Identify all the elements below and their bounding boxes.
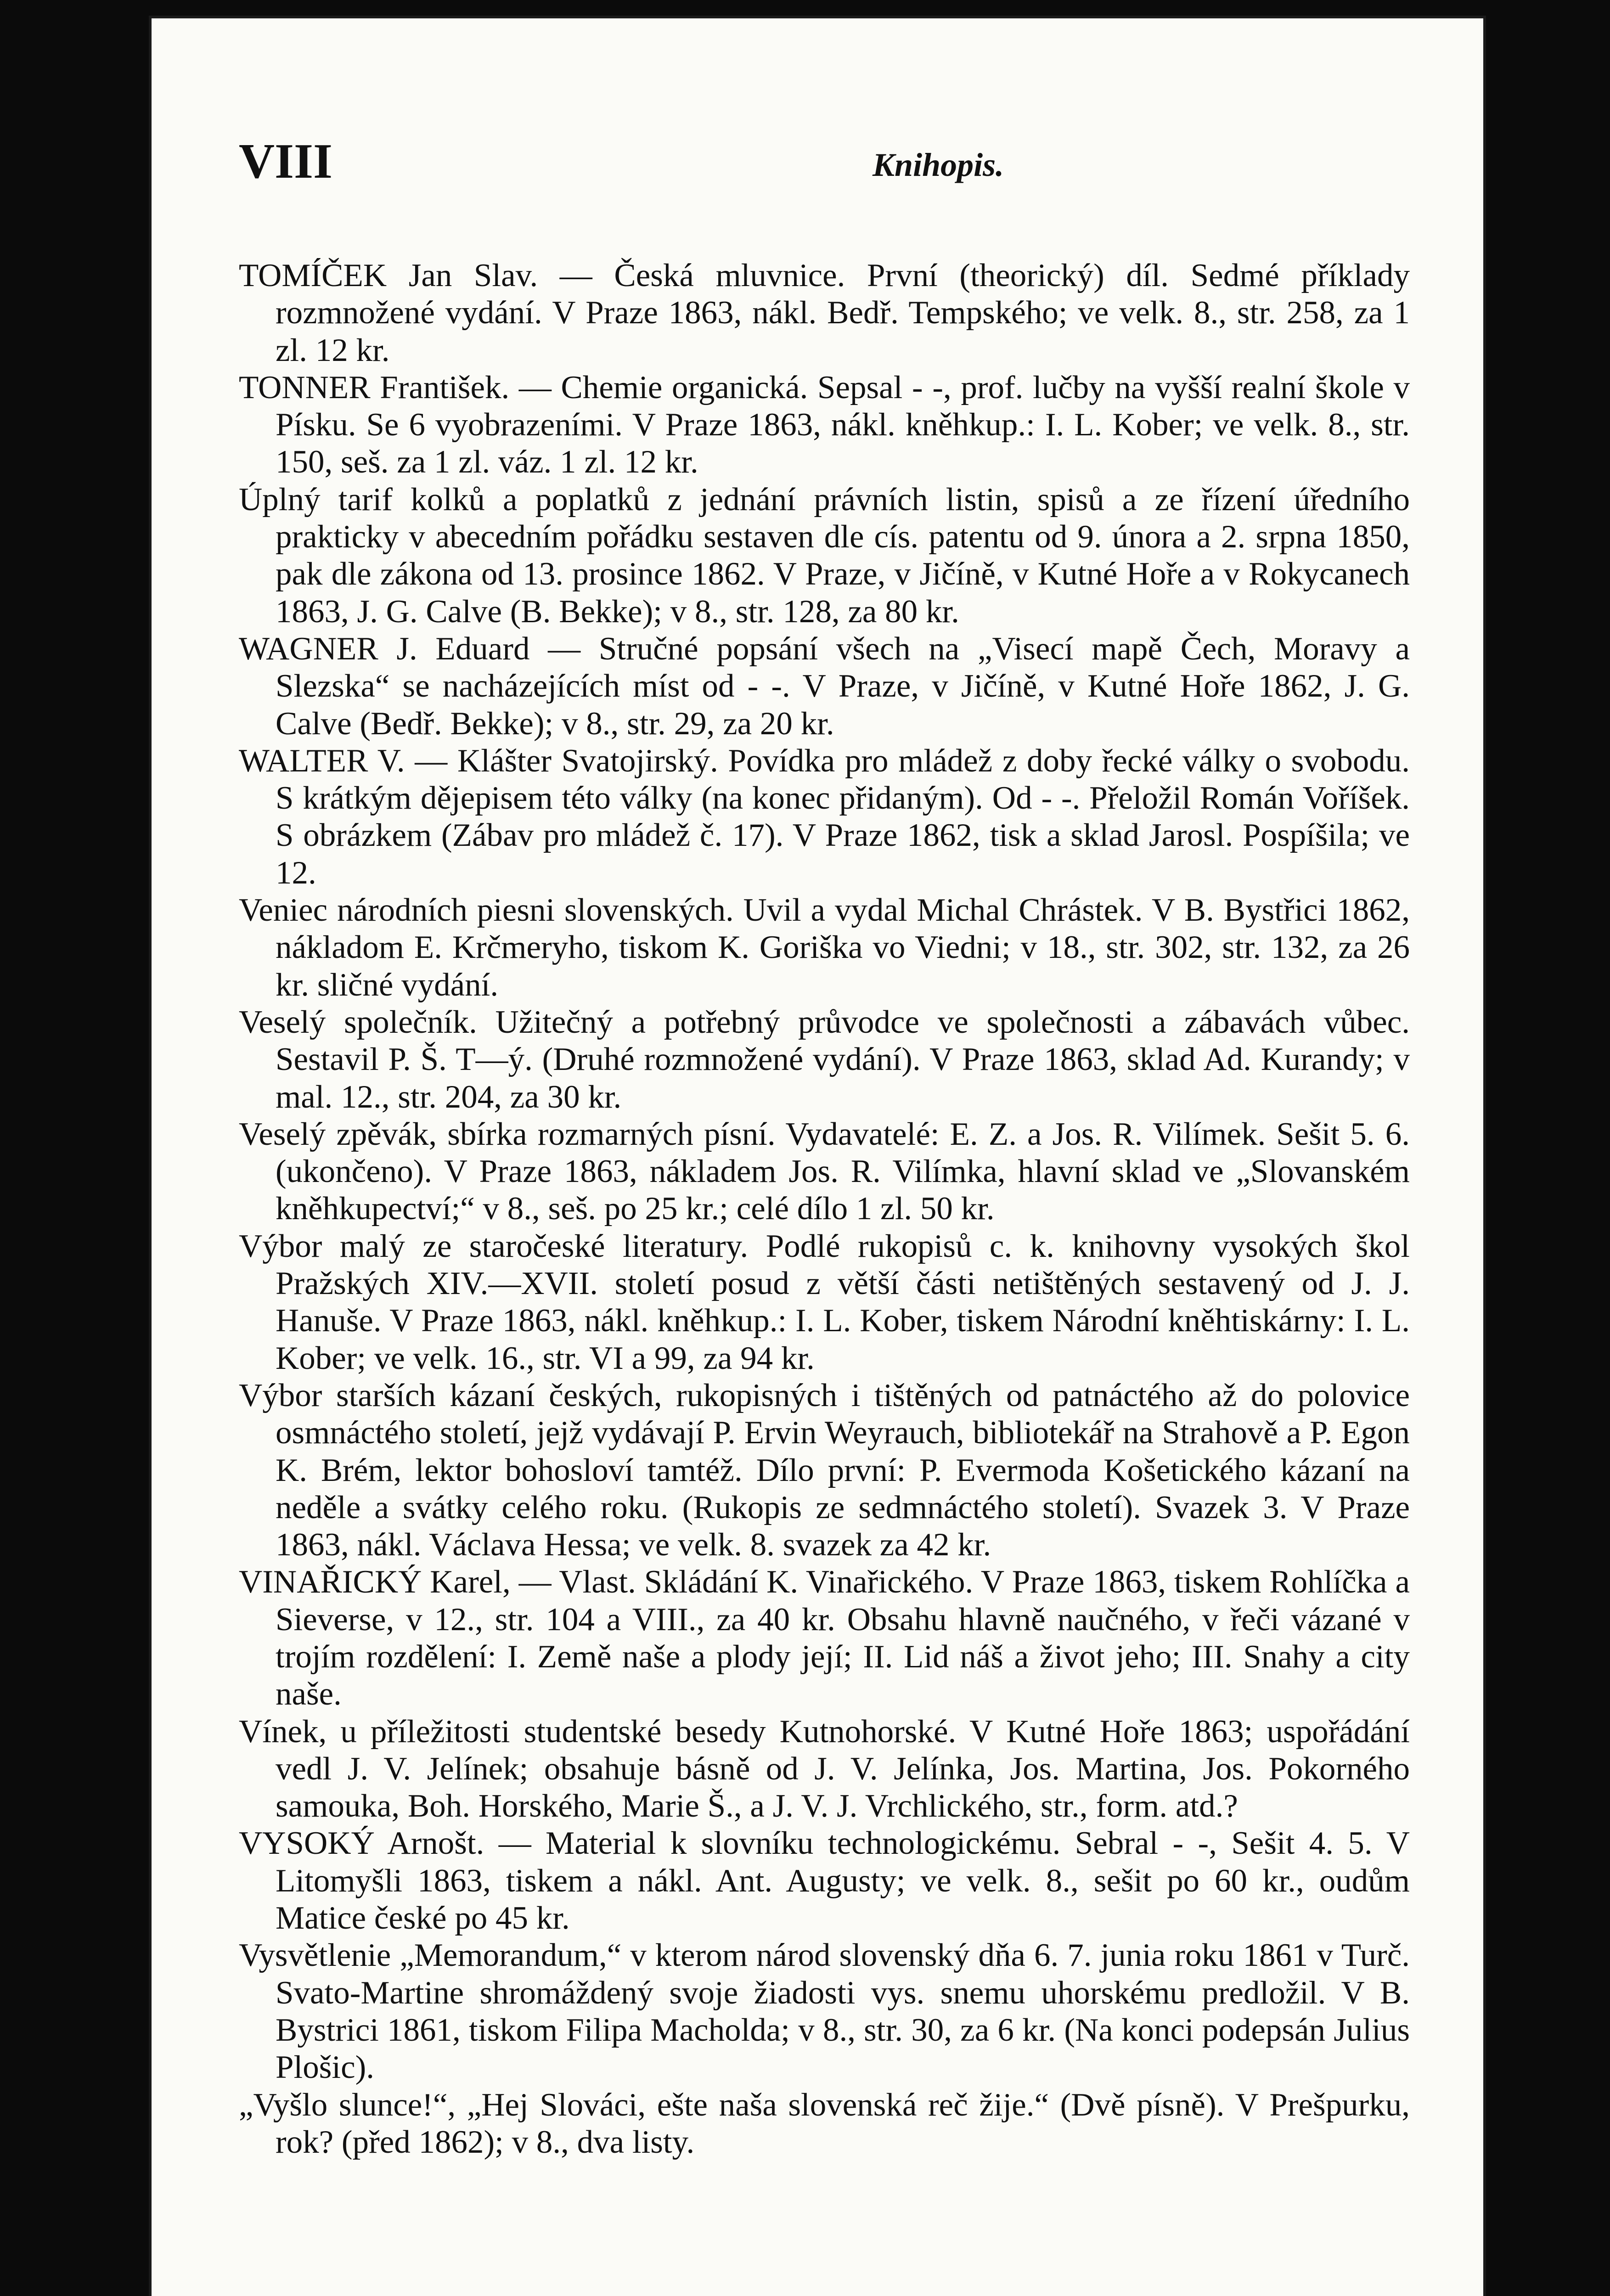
page-number: VIII: [239, 134, 333, 189]
bibliography-entry: Výbor starších kázaní českých, rukopisných i tištěných od patnáctého až do polovice osmnáctého století, jejž vydávají P. Ervin Weyrauch, bibliotekář na Strahově a P. Egon K. Brém, lektor bohosloví tamtéž. Dílo první: P. Evermoda Košetického kázaní na neděle a svátky celého roku. (Rukopis ze sedmnáctého století). Svazek 3. V Praze 1863, nákl. Václava Hessa; ve velk. 8. svazek za 42 kr.: [239, 1377, 1410, 1563]
bibliography-entry: Veniec národních piesni slovenských. Uvil a vydal Michal Chrástek. V B. Bystřici 1862, nákladom E. Krčmeryho, tiskom K. Goriška vo Viedni; v 18., str. 302, str. 132, za 26 kr. sličné vydání.: [239, 892, 1410, 1003]
bibliography-entry: WAGNER J. Eduard — Stručné popsání všech na „Visecí mapě Čech, Moravy a Slezska“ se nacházejících míst od - -. V Praze, v Jičíně, v Kutné Hoře 1862, J. G. Calve (Bedř. Bekke); v 8., str. 29, za 20 kr.: [239, 630, 1410, 742]
bibliography-entry: VYSOKÝ Arnošt. — Material k slovníku technologickému. Sebral - -, Sešit 4. 5. V Litomyšli 1863, tiskem a nákl. Ant. Augusty; ve velk. 8., sešit po 60 kr., oudům Matice české po 45 kr.: [239, 1825, 1410, 1936]
page-header: [239, 133, 1401, 188]
bibliography-entry: Veselý zpěvák, sbírka rozmarných písní. Vydavatelé: E. Z. a Jos. R. Vilímek. Sešit 5. 6. (ukončeno). V Praze 1863, nákladem Jos. R. Vilímka, hlavní sklad ve „Slovanském kněhkupectví;“ v 8., seš. po 25 kr.; celé dílo 1 zl. 50 kr.: [239, 1116, 1410, 1227]
bibliography-entry: Úplný tarif kolků a poplatků z jednání právních listin, spisů a ze řízení úředního prakticky v abecedním pořádku sestaven dle cís. patentu od 9. února a 2. srpna 1850, pak dle zákona od 13. prosince 1862. V Praze, v Jičíně, v Kutné Hoře a v Rokycanech 1863, J. G. Calve (B. Bekke); v 8., str. 128, za 80 kr.: [239, 481, 1410, 630]
bibliography-entry: VINAŘICKÝ Karel, — Vlast. Skládání K. Vinařického. V Praze 1863, tiskem Rohlíčka a Sieverse, v 12., str. 104 a VIII., za 40 kr. Obsahu hlavně naučného, v řeči vázané v trojím rozdělení: I. Země naše a plody její; II. Lid náš a život jeho; III. Snahy a city naše.: [239, 1564, 1410, 1712]
bibliography-entry: Veselý společník. Užitečný a potřebný průvodce ve společnosti a zábavách vůbec. Sestavil P. Š. T—ý. (Druhé rozmnožené vydání). V Praze 1863, sklad Ad. Kurandy; v mal. 12., str. 204, za 30 kr.: [239, 1004, 1410, 1115]
bibliography-entry: TONNER František. — Chemie organická. Sepsal - -, prof. lučby na vyšší realní škole v Písku. Se 6 vyobrazeními. V Praze 1863, nákl. kněhkup.: I. L. Kober; ve velk. 8., str. 150, seš. za 1 zl. váz. 1 zl. 12 kr.: [239, 369, 1410, 480]
bibliography-entry: WALTER V. — Klášter Svatojirský. Povídka pro mládež z doby řecké války o svobodu. S krátkým dějepisem této války (na konec přidaným). Od - -. Přeložil Román Voříšek. S obrázkem (Zábav pro mládež č. 17). V Praze 1862, tisk a sklad Jarosl. Pospíšila; ve 12.: [239, 743, 1410, 891]
bibliography-entry: TOMÍČEK Jan Slav. — Česká mluvnice. První (theorický) díl. Sedmé příklady rozmnožené vydání. V Praze 1863, nákl. Bedř. Tempského; ve velk. 8., str. 258, za 1 zl. 12 kr.: [239, 258, 1410, 368]
bibliography-entry: Výbor malý ze staročeské literatury. Podlé rukopisů c. k. knihovny vysokých škol Pražských XIV.—XVII. století posud z větší části netištěných sestavený od J. J. Hanuše. V Praze 1863, nákl. kněhkup.: I. L. Kober, tiskem Národní kněhtiskárny: I. L. Kober; ve velk. 16., str. VI a 99, za 94 kr.: [239, 1228, 1410, 1376]
book-page: [152, 18, 1483, 2296]
bibliography-entry: „Vyšlo slunce!“, „Hej Slováci, ešte naša slovenská reč žije.“ (Dvě písně). V Prešpurku, rok? (před 1862); v 8., dva listy.: [239, 2087, 1410, 2160]
bibliography-list: [239, 257, 1410, 2161]
running-title: Knihopis.: [873, 146, 1004, 183]
bibliography-entry: Vysvětlenie „Memorandum,“ v kterom národ slovenský dňa 6. 7. junia roku 1861 v Turč. Svato-Martine shromáždený svoje žiadosti vys. snemu uhorskému predložil. V B. Bystrici 1861, tiskom Filipa Macholda; v 8., str. 30, za 6 kr. (Na konci podepsán Julius Plošic).: [239, 1937, 1410, 2086]
bibliography-entry: Vínek, u příležitosti studentské besedy Kutnohorské. V Kutné Hoře 1863; uspořádání vedl J. V. Jelínek; obsahuje básně od J. V. Jelínka, Jos. Martina, Jos. Pokorného samouka, Boh. Horského, Marie Š., a J. V. J. Vrchlického, str., form. atd.?: [239, 1713, 1410, 1824]
